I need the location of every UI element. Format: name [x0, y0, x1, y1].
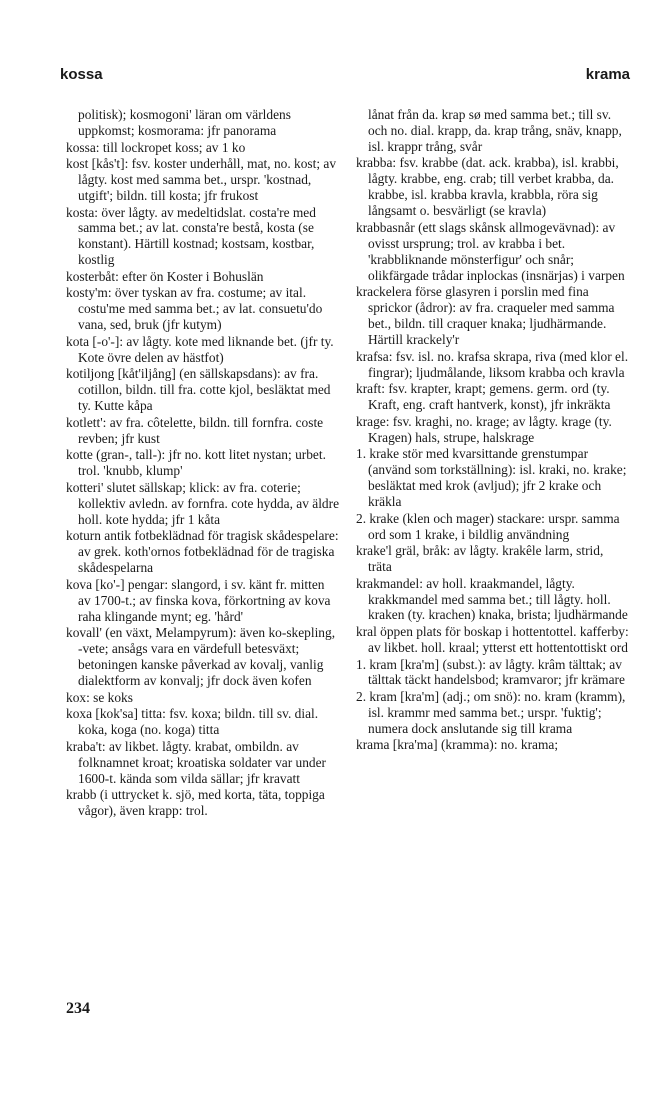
left-column	[66, 107, 340, 820]
dictionary-entry: kotte (gran-, tall-): jfr no. kott litet nystan; urbet. trol. 'knubb, klump'	[66, 447, 326, 479]
dictionary-entry: kraba't: av likbet. lågty. krabat, ombildn. av folknamnet kroat; kroatiska soldater var under 1600-t. kända som vilda sällar; jfr kravatt	[66, 738, 327, 786]
header-first-word: kossa	[60, 66, 103, 83]
dictionary-entry: krage: fsv. kraghi, no. krage; av lågty. krage (ty. Kragen) hals, strupe, halskrage	[356, 413, 612, 445]
dictionary-entry: krackelera förse glasyren i porslin med fina sprickor (ådror): av fra. craqueler med samma bet., bildn. till craquer knaka; ljudhärmande. Härtill krackely'r	[356, 284, 615, 348]
dictionary-entry: kota [-o'-]: av lågty. kote med liknande bet. (jfr ty. Kote övre delen av hästfot)	[66, 333, 334, 365]
dictionary-entry: kossa: till lockropet koss; av 1 ko	[66, 139, 246, 155]
dictionary-entry: krabb (i uttrycket k. sjö, med korta, täta, toppiga vågor), även krapp: trol.	[66, 787, 325, 819]
dictionary-entry: krake'l gräl, bråk: av lågty. krakêle larm, strid, träta	[356, 543, 604, 575]
dictionary-entry: kosty'm: över tyskan av fra. costume; av ital. costu'me med samma bet.; av lat. consuetu'do vana, sed, bruk (jfr kutym)	[66, 285, 323, 333]
dictionary-entry: krabbasnår (ett slags skånsk allmogevävnad): av ovisst ursprung; trol. av krabba i bet. 'krabbliknande mönsterfigur' och snår; olikfärgade trådar inplockas (insnärjas) i varpen	[356, 219, 625, 283]
dictionary-entry: 2. krake (klen och mager) stackare: urspr. samma ord som 1 krake, i bildlig användning	[356, 510, 620, 542]
dictionary-entry: lånat från da. krap sø med samma bet.; till sv. och no. dial. krapp, da. krap trång, snäv, knapp, isl. krappr trång, svår	[368, 107, 622, 154]
dictionary-entry: 2. kram [kra'm] (adj.; om snö): no. kram (kramm), isl. krammr med samma bet.; urspr. 'fuktig'; numera dock anslutande sig till krama	[356, 689, 626, 736]
dictionary-entry: krafsa: fsv. isl. no. krafsa skrapa, riva (med klor el. fingrar); ljudmålande, liksom krabba och kravla	[356, 348, 629, 380]
dictionary-entry: 1. krake stör med kvarsittande grenstumpar (använd som torkställning): isl. kraki, no. krake; besläktat med krok (avljud); jfr 2 krake och kräkla	[356, 446, 627, 510]
page-number: 234	[66, 1000, 90, 1017]
dictionary-entry: krama [kra'ma] (kramma): no. krama;	[356, 737, 559, 753]
dictionary-entry: kova [ko'-] pengar: slangord, i sv. känt fr. mitten av 1700-t.; av finska kova, förkortning av kova raha klingande mynt; eg. 'hård'	[66, 576, 331, 624]
running-header	[60, 66, 630, 88]
dictionary-entry: krabba: fsv. krabbe (dat. ack. krabba), isl. krabbi, lågty. krabbe, eng. crab; till verbet krabba, da. krabbe, isl. krabba kravla, krabbla, röra sig långsamt o. besvärligt (se kravla)	[356, 155, 619, 219]
dictionary-entry: kox: se koks	[66, 689, 133, 705]
dictionary-entry: kost [kås't]: fsv. koster underhåll, mat, no. kost; av lågty. kost med samma bet., urspr. 'kostnad, utgift'; bildn. till kosta; jfr frukost	[66, 156, 337, 203]
dictionary-entry: kraft: fsv. krapter, krapt; gemens. germ. ord (ty. Kraft, eng. craft hantverk, konst), jfr inkräkta	[356, 381, 611, 413]
header-last-word: krama	[585, 66, 630, 83]
dictionary-entry: koturn antik fotbeklädnad för tragisk skådespelare: av grek. koth'ornos fotbeklädnad för de tragiska skådespelarna	[66, 528, 339, 576]
dictionary-entry: kosta: över lågty. av medeltidslat. costa're med samma bet.; av lat. consta're bestå, kosta (se konstant). Härtill kostnad; kostsam, kostbar, kostlig	[66, 204, 316, 268]
dictionary-entry: krakmandel: av holl. kraakmandel, lågty. krakkmandel med samma bet.; till lågty. holl. kraken (ty. krachen) knaka, brista; ljudhärmande	[356, 575, 628, 623]
dictionary-entry: kotlett': av fra. côtelette, bildn. till fornfra. coste revben; jfr kust	[66, 414, 324, 446]
dictionary-entry: kovall' (en växt, Melampyrum): även ko-skepling, -vete; ansågs vara en värdefull betesväxt; betoningen kanske påverkad av kovalj, vanlig dialektform av konvalj; jfr dock även kofen	[66, 625, 336, 689]
dictionary-entry: kotiljong [kåt'iljång] (en sällskapsdans): av fra. cotillon, bildn. till fra. cotte kjol, besläktat med ty. Kutte kåpa	[66, 366, 331, 414]
right-column	[356, 107, 630, 754]
dictionary-entry: kral öppen plats för boskap i hottentottel. kafferby: av likbet. holl. kraal; ytterst ett hottentottiskt ord	[356, 624, 629, 655]
dictionary-entry: kosterbåt: efter ön Koster i Bohuslän	[66, 268, 264, 284]
dictionary-entry: politisk); kosmogoni' läran om världens uppkomst; kosmorama: jfr panorama	[78, 107, 291, 138]
dictionary-entry: koxa [kok'sa] titta: fsv. koxa; bildn. till sv. dial. koka, koga (no. koga) titta	[66, 706, 319, 738]
dictionary-entry: 1. kram [kra'm] (subst.): av lågty. krâm tälttak; av tälttak täckt handelsbod; kramvaror; jfr krämare	[356, 656, 625, 688]
dictionary-entry: kotteri' slutet sällskap; klick: av fra. coterie; kollektiv avledn. av fornfra. cote hydda, av äldre holl. kote hydda; jfr 1 kåta	[66, 479, 340, 527]
